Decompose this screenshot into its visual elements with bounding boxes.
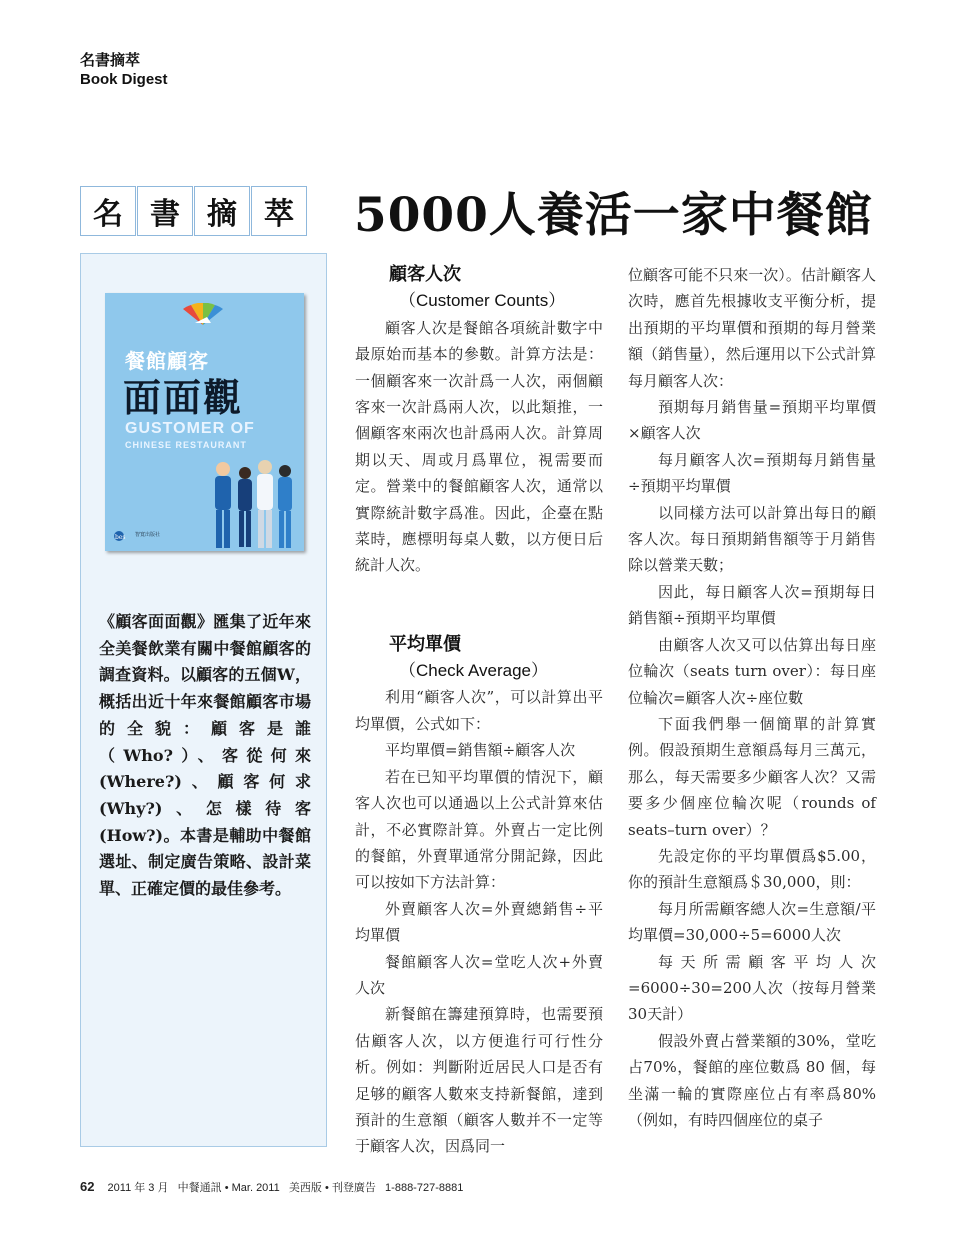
formula: 由顧客人次又可以估算出每日座位輪次（seats turn over）：每日座位輪次=顧客人次÷座位數 [628, 635, 876, 707]
footer-magazine: 中餐通訊 • Mar. 2011 [177, 1182, 280, 1194]
book-title-line1: 餐館顧客 [125, 349, 209, 373]
page-footer [80, 1179, 463, 1195]
article-column-2 [628, 262, 876, 1133]
footer-issue: 2011 年 3 月 [107, 1182, 169, 1194]
paragraph: 利用“顧客人次”，可以計算出平均單價，公式如下： [355, 688, 603, 733]
formula: 餐館顧客人次=堂吃人次+外賣人次 [355, 952, 603, 997]
title-box-char: 名 [80, 186, 136, 236]
article-column-1 [355, 262, 603, 1160]
paragraph: 先設定你的平均單價爲$5.00，你的預計生意額爲＄30,000，則： [628, 846, 876, 892]
heading-customer-counts: 顧客人次 [389, 264, 461, 285]
title-box-char: 書 [137, 186, 193, 236]
publisher-name: 智寬出版社 [135, 532, 161, 538]
book-title-line2: 面面觀 [123, 375, 244, 420]
title-boxes [80, 186, 307, 236]
title-box-char: 萃 [251, 186, 307, 236]
heading-check-average: 平均單價 [389, 633, 461, 655]
customers-illustration-icon [205, 455, 297, 551]
section-title-zh: 名書摘萃 [80, 52, 141, 69]
paragraph: 假設外賣占營業額的30%，堂吃占70%，餐館的座位數爲 80 個，每坐滿一輪的實際座位占有率爲80%（例如，有時四個座位的桌子 [628, 1031, 876, 1129]
fan-logo-icon [177, 303, 229, 327]
book-cover [105, 293, 304, 551]
paragraph: 若在已知平均單價的情況下，顧客人次也可以通過以上公式計算來估計，不必實際計算。外賣占一定比例的餐館，外賣單通常分開記錄，因此可以按如下方法計算： [355, 767, 603, 892]
footer-ad: 美西版 • 刊登廣告 [288, 1182, 376, 1194]
sidebar [80, 253, 327, 1147]
section-title-en: Book Digest [80, 71, 168, 88]
title-box-char: 摘 [194, 186, 250, 236]
book-subtitle-en1: GUSTOMER OF [125, 420, 255, 437]
article-title: 5000人養活一家中餐館 [354, 188, 873, 243]
formula: 每月所需顧客總人次=生意額/平均單價=30,000÷5=6000人次 [628, 899, 876, 945]
paragraph: 以同樣方法可以計算出每日的顧客人次。每日預期銷售額等于月銷售除以營業天數； [628, 503, 876, 575]
svg-text:bes: bes [115, 534, 126, 541]
book-intro-text: 《顧客面面觀》匯集了近年來全美餐飲業有關中餐館顧客的調查資料。以顧客的五個W，概括出近十年來餐館顧客市場的全貌：顧客是誰（Who?）、客從何來(Where?)、顧客何求(Why?)、怎樣待客(How?)。本書是輔助中餐館選址、制定廣告策略、設計菜單、正確定價的最佳參考。 [99, 612, 311, 899]
formula: 因此，每日顧客人次=預期每日銷售額÷預期平均單價 [628, 582, 876, 628]
formula: 外賣顧客人次=外賣總銷售÷平均單價 [355, 899, 603, 945]
formula: 每月顧客人次=預期每月銷售量÷預期平均單價 [628, 450, 876, 496]
section-header [80, 52, 168, 90]
paragraph: 新餐館在籌建預算時，也需要預估顧客人次，以方便進行可行性分析。例如：判斷附近居民人口是否有足够的顧客人數來支持新餐館，達到預計的生意額（顧客人數并不一定等于顧客人次，因爲同一 [355, 1005, 603, 1156]
book-subtitle-en2: CHINESE RESTAURANT [125, 440, 247, 450]
formula: 每天所需顧客平均人次=6000÷30=200人次（按每月營業30天計） [628, 952, 876, 1024]
paragraph: 下面我們舉一個簡單的計算實例。假設預期生意額爲每月三萬元，那么，每天需要多少顧客人次？又需要多少個座位輪次呢（rounds of seats–turn over）？ [628, 714, 876, 839]
page-number: 62 [80, 1179, 95, 1194]
paragraph: 位顧客可能不只來一次）。估計顧客人次時，應首先根據收支平衡分析，提出預期的平均單價和預期的每月營業額（銷售量），然后運用以下公式計算每月顧客人次： [628, 266, 876, 390]
formula: 預期每月銷售量=預期平均單價×顧客人次 [628, 398, 876, 443]
footer-phone: 1-888-727-8881 [385, 1182, 464, 1194]
heading-check-average-en: （Check Average） [399, 661, 548, 681]
heading-customer-counts-en: （Customer Counts） [399, 291, 566, 311]
paragraph: 顧客人次是餐館各項統計數字中最原始而基本的參數。計算方法是：一個顧客來一次計爲一人次，兩個顧客來一次計爲兩人次，以此類推，一個顧客來兩次也計爲兩人次。計算周期以天、周或月爲單位，視需要而定。營業中的餐館顧客人次，通常以實際統計數字爲准。因此，企臺在點菜時，應標明每桌人數，以方便日后統計人次。 [355, 318, 603, 575]
formula: 平均單價=銷售額÷顧客人次 [385, 741, 576, 760]
